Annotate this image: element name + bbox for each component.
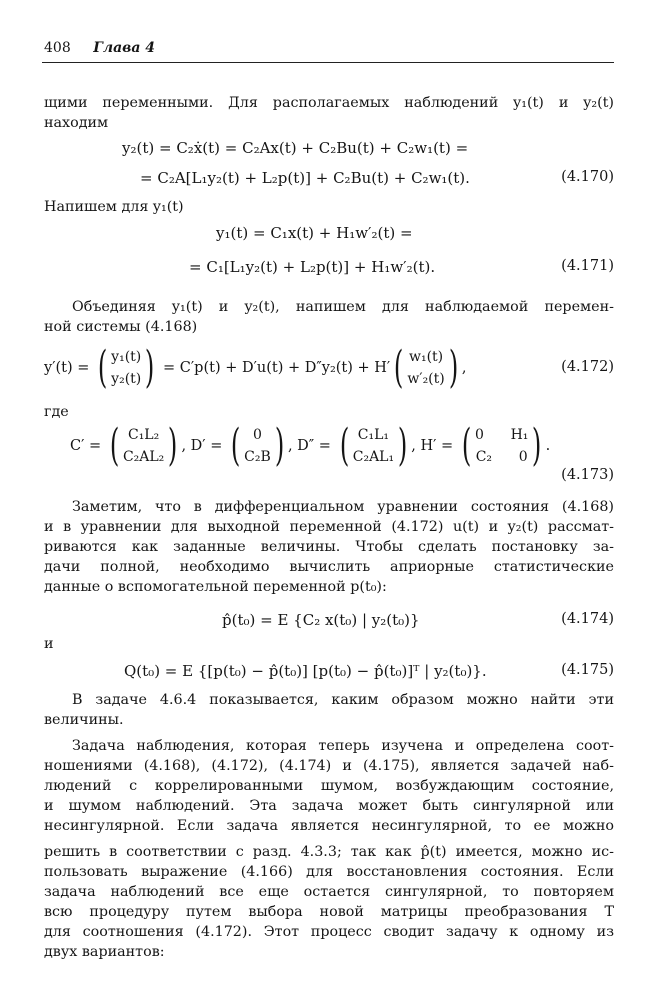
eq173-d: , D′ = (181, 438, 223, 454)
vector-entry: w′₂(t) (407, 371, 445, 387)
equation-4-175: Q(t₀) = E {[p(t₀) − p̂(t₀)] [p(t₀) − p̂(t₀)]ᵀ | y₂(t₀)}. (124, 662, 487, 680)
text-line: ной системы (4.168) (44, 319, 198, 335)
eq172-lhs: y′(t) = (44, 360, 90, 376)
right-paren: ) (274, 420, 285, 471)
left-paren: ( (339, 420, 349, 471)
equation-4-174: p̂(t₀) = E {C₂ x(t₀) | y₂(t₀)} (222, 611, 420, 629)
right-paren: ) (145, 342, 155, 393)
eq173-c: C′ = (70, 438, 102, 454)
text-line: находим (44, 115, 109, 131)
text-line: щими переменными. Для располагаемых наблюдений y₁(t) и y₂(t) (44, 95, 614, 111)
matrix-dd (353, 424, 394, 468)
text-line: где (44, 404, 69, 420)
equation-number: (4.171) (561, 258, 614, 274)
vector-w (407, 346, 444, 390)
equation-4-170-line1: y₂(t) = C₂ẋ(t) = C₂Ax(t) + C₂Bu(t) + C₂w₁(t) = (122, 139, 469, 157)
text-line: ношениями (4.168), (4.172), (4.174) и (4.175), является задачей наб- (44, 758, 614, 774)
text-line: величины. (44, 712, 124, 728)
left-paren: ( (394, 342, 404, 393)
matrix-entry: C₂B (244, 449, 271, 465)
right-paren: ) (397, 420, 408, 471)
vector-entry: w₁(t) (408, 349, 444, 365)
matrix-entry: C₂AL₁ (352, 449, 395, 465)
equation-number: (4.174) (561, 611, 614, 627)
text-line: В задаче 4.6.4 показывается, каким образом можно найти эти (72, 692, 614, 708)
eq172-end: , (461, 360, 467, 376)
right-paren: ) (532, 420, 542, 471)
matrix-c (123, 424, 164, 468)
text-line: всю процедуру путем выбора новой матрицы преобразования T (44, 904, 614, 920)
header-rule (42, 62, 614, 63)
equation-4-171-line2: = C₁[L₁y₂(t) + L₂p(t)] + H₁w′₂(t). (189, 258, 436, 276)
text-line: Задача наблюдения, которая теперь изучена и определена соот- (72, 738, 614, 754)
text-line: несингулярной. Если задача является несингулярной, то ее можно (44, 818, 614, 834)
text-line: Заметим, что в дифференциальном уравнении состояния (4.168) (72, 499, 614, 515)
text-line: решить в соответствии с разд. 4.3.3; так как p̂(t) имеется, можно ис- (44, 844, 614, 860)
equation-number: (4.175) (561, 662, 614, 678)
text-line: Напишем для y₁(t) (44, 199, 184, 215)
text-line: данные о вспомогательной переменной p(t₀): (44, 579, 387, 595)
text-line: Объединяя y₁(t) и y₂(t), напишем для наблюдаемой перемен- (72, 299, 614, 315)
text-line: пользовать выражение (4.166) для восстановления состояния. Если (44, 864, 614, 880)
left-paren: ( (109, 420, 120, 471)
text-line: дачи полной, необходимо вычислить априорные статистические (44, 559, 614, 575)
text-line: двух вариантов: (44, 944, 165, 960)
text-line: и (44, 636, 54, 652)
text-line: риваются как заданные величины. Чтобы сделать постановку за- (44, 539, 614, 555)
matrix-entry: C₁L₂ (127, 427, 160, 443)
left-paren: ( (461, 420, 472, 471)
chapter-title: Глава 4 (93, 40, 156, 56)
page-header (44, 40, 155, 56)
page-number: 408 (44, 40, 71, 56)
equation-number: (4.170) (561, 169, 614, 185)
matrix-entry: C₁L₁ (357, 427, 390, 443)
equation-number: (4.172) (561, 359, 614, 375)
vector-entry: y₁(t) (111, 349, 142, 365)
vector-y (111, 346, 141, 390)
left-paren: ( (97, 342, 108, 393)
equation-4-172 (44, 342, 467, 393)
equation-4-171-line1: y₁(t) = C₁x(t) + H₁w′₂(t) = (216, 224, 413, 242)
left-paren: ( (230, 420, 241, 471)
eq173-dd: , D″ = (287, 438, 331, 454)
eq172-mid: = C′p(t) + D′u(t) + D″y₂(t) + H′ (163, 360, 391, 376)
text-line: людений с коррелированными шумом, возбуждающим состояние, (44, 778, 614, 794)
text-line: и шумом наблюдений. Эта задача может быть сингулярной или (44, 798, 614, 814)
equation-number: (4.173) (561, 467, 614, 483)
text-line: для соотношения (4.172). Этот процесс сводит задачу к одному из (44, 924, 614, 940)
matrix-d (244, 424, 271, 468)
matrix-entry: 0 (252, 427, 262, 443)
eq173-h: , H′ = (411, 438, 454, 454)
matrix-entry: C₂AL₂ (122, 449, 165, 465)
right-paren: ) (168, 420, 178, 471)
vector-entry: y₂(t) (111, 371, 142, 387)
text-line: задача наблюдений все еще остается сингулярной, то повторяем (44, 884, 614, 900)
eq173-end: . (545, 438, 551, 454)
equation-4-173 (70, 420, 551, 471)
matrix-h (475, 424, 528, 468)
matrix-entry: C₂ 0 (475, 449, 528, 465)
right-paren: ) (448, 342, 459, 393)
text-line: и в уравнении для выходной переменной (4.172) u(t) и y₂(t) рассмат- (44, 519, 614, 535)
matrix-entry: 0 H₁ (474, 427, 529, 443)
equation-4-170-line2: = C₂A[L₁y₂(t) + L₂p(t)] + C₂Bu(t) + C₂w₁(t). (140, 169, 470, 187)
